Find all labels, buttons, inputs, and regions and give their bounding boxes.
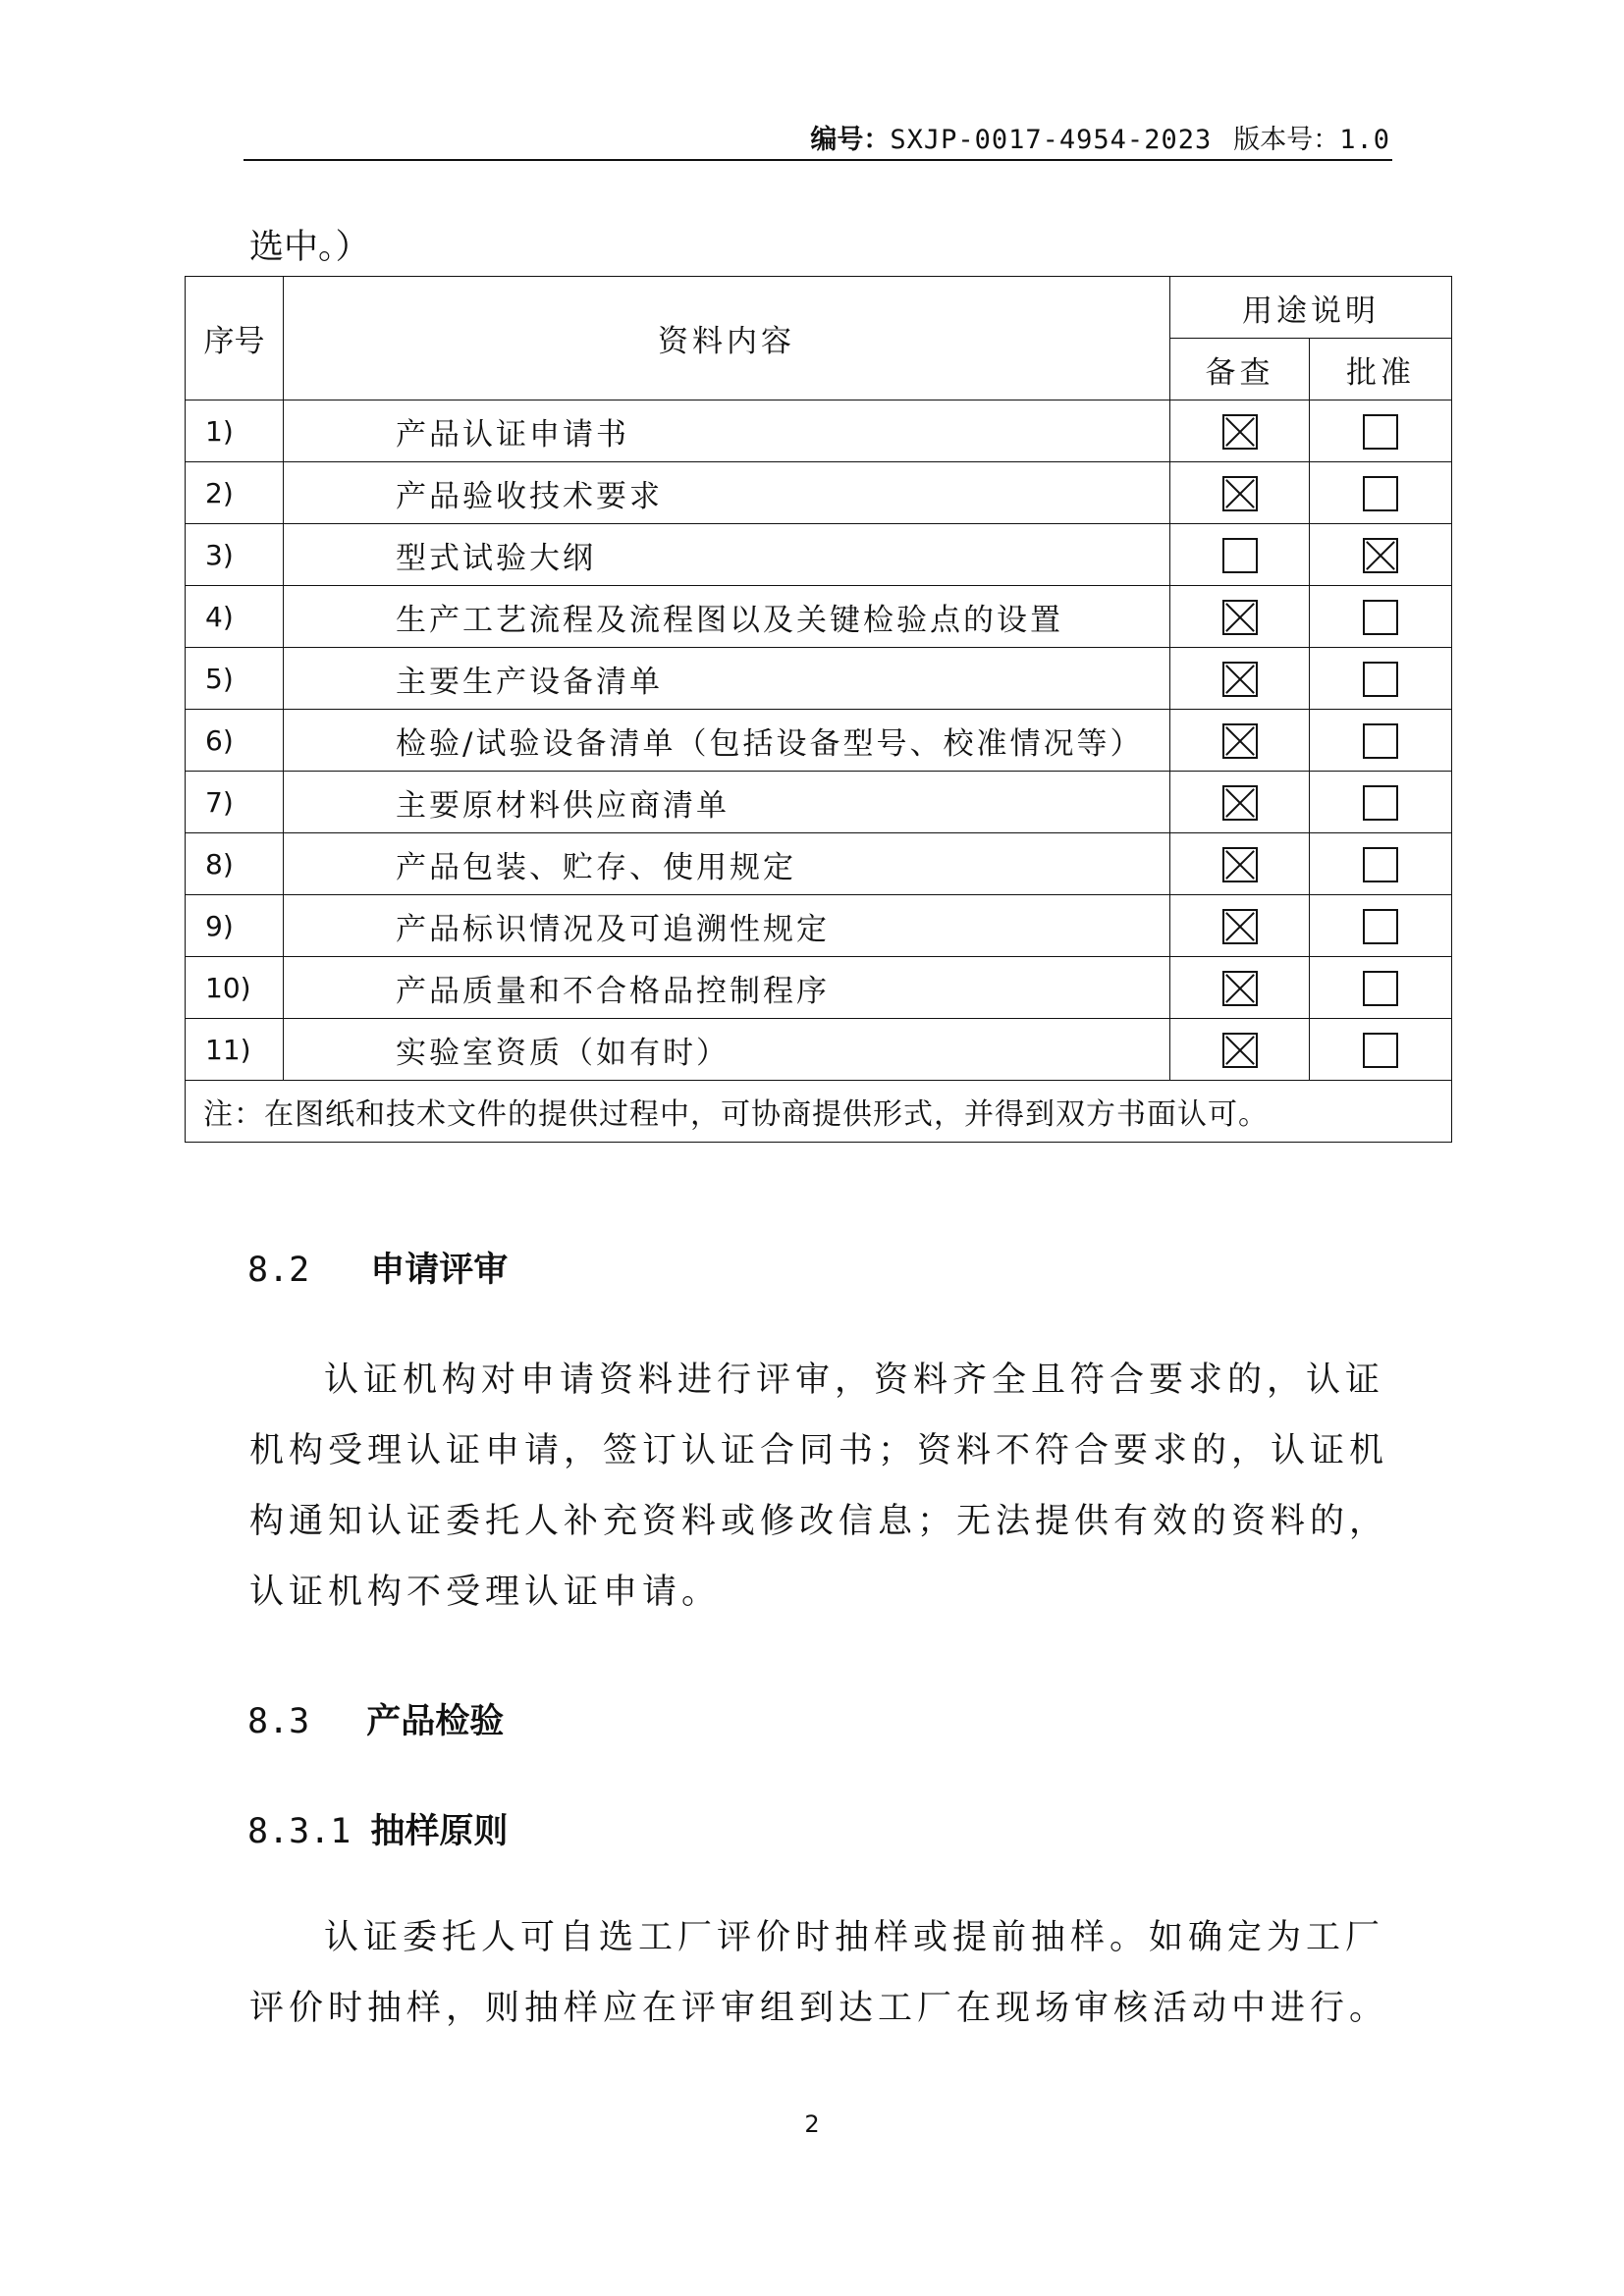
row-number: 3) bbox=[186, 524, 284, 586]
paragraph-line: 认证机构不受理认证申请。 bbox=[249, 1573, 722, 1612]
note-row bbox=[186, 1081, 1452, 1143]
checkbox-icon bbox=[1363, 723, 1398, 759]
checked-box-icon bbox=[1222, 909, 1258, 944]
table-row bbox=[186, 833, 1452, 895]
record-cell bbox=[1170, 710, 1310, 772]
approve-cell bbox=[1310, 586, 1452, 648]
checkbox-icon bbox=[1363, 476, 1398, 511]
section-title: 抽样原则 bbox=[370, 1811, 509, 1851]
row-number: 6) bbox=[186, 710, 284, 772]
record-cell bbox=[1170, 462, 1310, 524]
section-title: 申请评审 bbox=[370, 1250, 509, 1290]
table-row bbox=[186, 400, 1452, 462]
header-record: 备查 bbox=[1170, 339, 1310, 400]
section-8-2-paragraph bbox=[249, 1345, 1388, 1628]
checked-box-icon bbox=[1222, 723, 1258, 759]
continuation-text: 选中。） bbox=[249, 228, 370, 267]
section-number: 8.2 bbox=[247, 1251, 310, 1290]
paragraph-line: 认证委托人可自选工厂评价时抽样或提前抽样。如确定为工厂 bbox=[324, 1918, 1385, 1957]
row-number: 4) bbox=[186, 586, 284, 648]
checked-box-icon bbox=[1222, 1033, 1258, 1068]
table-row bbox=[186, 1019, 1452, 1081]
approve-cell bbox=[1310, 710, 1452, 772]
approve-cell bbox=[1310, 957, 1452, 1019]
record-cell bbox=[1170, 957, 1310, 1019]
header-approve: 批准 bbox=[1310, 339, 1452, 400]
table-row bbox=[186, 524, 1452, 586]
record-cell bbox=[1170, 895, 1310, 957]
row-number: 10) bbox=[186, 957, 284, 1019]
paragraph-line: 构通知认证委托人补充资料或修改信息；无法提供有效的资料的， bbox=[249, 1502, 1389, 1541]
approve-cell bbox=[1310, 833, 1452, 895]
table-row bbox=[186, 648, 1452, 710]
approve-cell bbox=[1310, 1019, 1452, 1081]
section-8-3-heading bbox=[247, 1694, 504, 1743]
document-code bbox=[810, 118, 1390, 156]
table-row bbox=[186, 586, 1452, 648]
record-cell bbox=[1170, 586, 1310, 648]
record-cell bbox=[1170, 1019, 1310, 1081]
table-row bbox=[186, 957, 1452, 1019]
version-label: 版本号： bbox=[1233, 125, 1340, 155]
table-note: 注：在图纸和技术文件的提供过程中，可协商提供形式，并得到双方书面认可。 bbox=[186, 1081, 1452, 1143]
record-cell bbox=[1170, 648, 1310, 710]
record-cell bbox=[1170, 833, 1310, 895]
code-label: 编号： bbox=[810, 125, 891, 155]
documents-table bbox=[185, 276, 1452, 1143]
row-content: 产品认证申请书 bbox=[284, 400, 1170, 462]
section-8-3-1-paragraph bbox=[249, 1902, 1388, 2044]
table-row bbox=[186, 462, 1452, 524]
checked-box-icon bbox=[1222, 785, 1258, 821]
checkbox-icon bbox=[1363, 847, 1398, 882]
code-value: SXJP-0017-4954-2023 bbox=[890, 125, 1213, 155]
checked-box-icon bbox=[1363, 538, 1398, 573]
checkbox-icon bbox=[1363, 600, 1398, 635]
table-row bbox=[186, 772, 1452, 833]
row-content: 检验/试验设备清单（包括设备型号、校准情况等） bbox=[284, 710, 1170, 772]
row-number: 9) bbox=[186, 895, 284, 957]
row-number: 8) bbox=[186, 833, 284, 895]
approve-cell bbox=[1310, 895, 1452, 957]
checkbox-icon bbox=[1363, 971, 1398, 1006]
header-no: 序号 bbox=[186, 277, 284, 400]
section-number: 8.3.1 bbox=[247, 1812, 352, 1851]
checkbox-icon bbox=[1363, 785, 1398, 821]
approve-cell bbox=[1310, 400, 1452, 462]
page-header bbox=[244, 116, 1392, 161]
row-content: 生产工艺流程及流程图以及关键检验点的设置 bbox=[284, 586, 1170, 648]
checkbox-icon bbox=[1363, 1033, 1398, 1068]
header-content: 资料内容 bbox=[284, 277, 1170, 400]
row-number: 5) bbox=[186, 648, 284, 710]
record-cell bbox=[1170, 524, 1310, 586]
row-content: 产品质量和不合格品控制程序 bbox=[284, 957, 1170, 1019]
page-number: 2 bbox=[804, 2110, 820, 2138]
row-content: 产品包装、贮存、使用规定 bbox=[284, 833, 1170, 895]
checkbox-icon bbox=[1222, 538, 1258, 573]
checkbox-icon bbox=[1363, 662, 1398, 697]
version-value: 1.0 bbox=[1339, 125, 1390, 155]
approve-cell bbox=[1310, 772, 1452, 833]
checked-box-icon bbox=[1222, 476, 1258, 511]
row-content: 主要生产设备清单 bbox=[284, 648, 1170, 710]
row-number: 11) bbox=[186, 1019, 284, 1081]
paragraph-line: 评价时抽样，则抽样应在评审组到达工厂在现场审核活动中进行。 bbox=[249, 1989, 1389, 2028]
checked-box-icon bbox=[1222, 662, 1258, 697]
record-cell bbox=[1170, 772, 1310, 833]
checked-box-icon bbox=[1222, 600, 1258, 635]
paragraph-line: 机构受理认证申请，签订认证合同书；资料不符合要求的，认证机 bbox=[249, 1431, 1389, 1470]
checked-box-icon bbox=[1222, 414, 1258, 450]
row-number: 7) bbox=[186, 772, 284, 833]
row-content: 型式试验大纲 bbox=[284, 524, 1170, 586]
row-number: 1) bbox=[186, 400, 284, 462]
paragraph-line: 认证机构对申请资料进行评审，资料齐全且符合要求的，认证 bbox=[324, 1361, 1385, 1400]
checkbox-icon bbox=[1363, 909, 1398, 944]
checked-box-icon bbox=[1222, 971, 1258, 1006]
section-8-2-heading bbox=[247, 1243, 508, 1292]
record-cell bbox=[1170, 400, 1310, 462]
checkbox-icon bbox=[1363, 414, 1398, 450]
approve-cell bbox=[1310, 648, 1452, 710]
row-content: 主要原材料供应商清单 bbox=[284, 772, 1170, 833]
approve-cell bbox=[1310, 462, 1452, 524]
table-row bbox=[186, 710, 1452, 772]
checked-box-icon bbox=[1222, 847, 1258, 882]
section-title: 产品检验 bbox=[366, 1701, 505, 1741]
approve-cell bbox=[1310, 524, 1452, 586]
section-8-3-1-heading bbox=[247, 1804, 508, 1853]
row-number: 2) bbox=[186, 462, 284, 524]
header-usage: 用途说明 bbox=[1170, 277, 1452, 339]
row-content: 实验室资质（如有时） bbox=[284, 1019, 1170, 1081]
section-number: 8.3 bbox=[247, 1702, 310, 1741]
table-row bbox=[186, 895, 1452, 957]
row-content: 产品验收技术要求 bbox=[284, 462, 1170, 524]
row-content: 产品标识情况及可追溯性规定 bbox=[284, 895, 1170, 957]
